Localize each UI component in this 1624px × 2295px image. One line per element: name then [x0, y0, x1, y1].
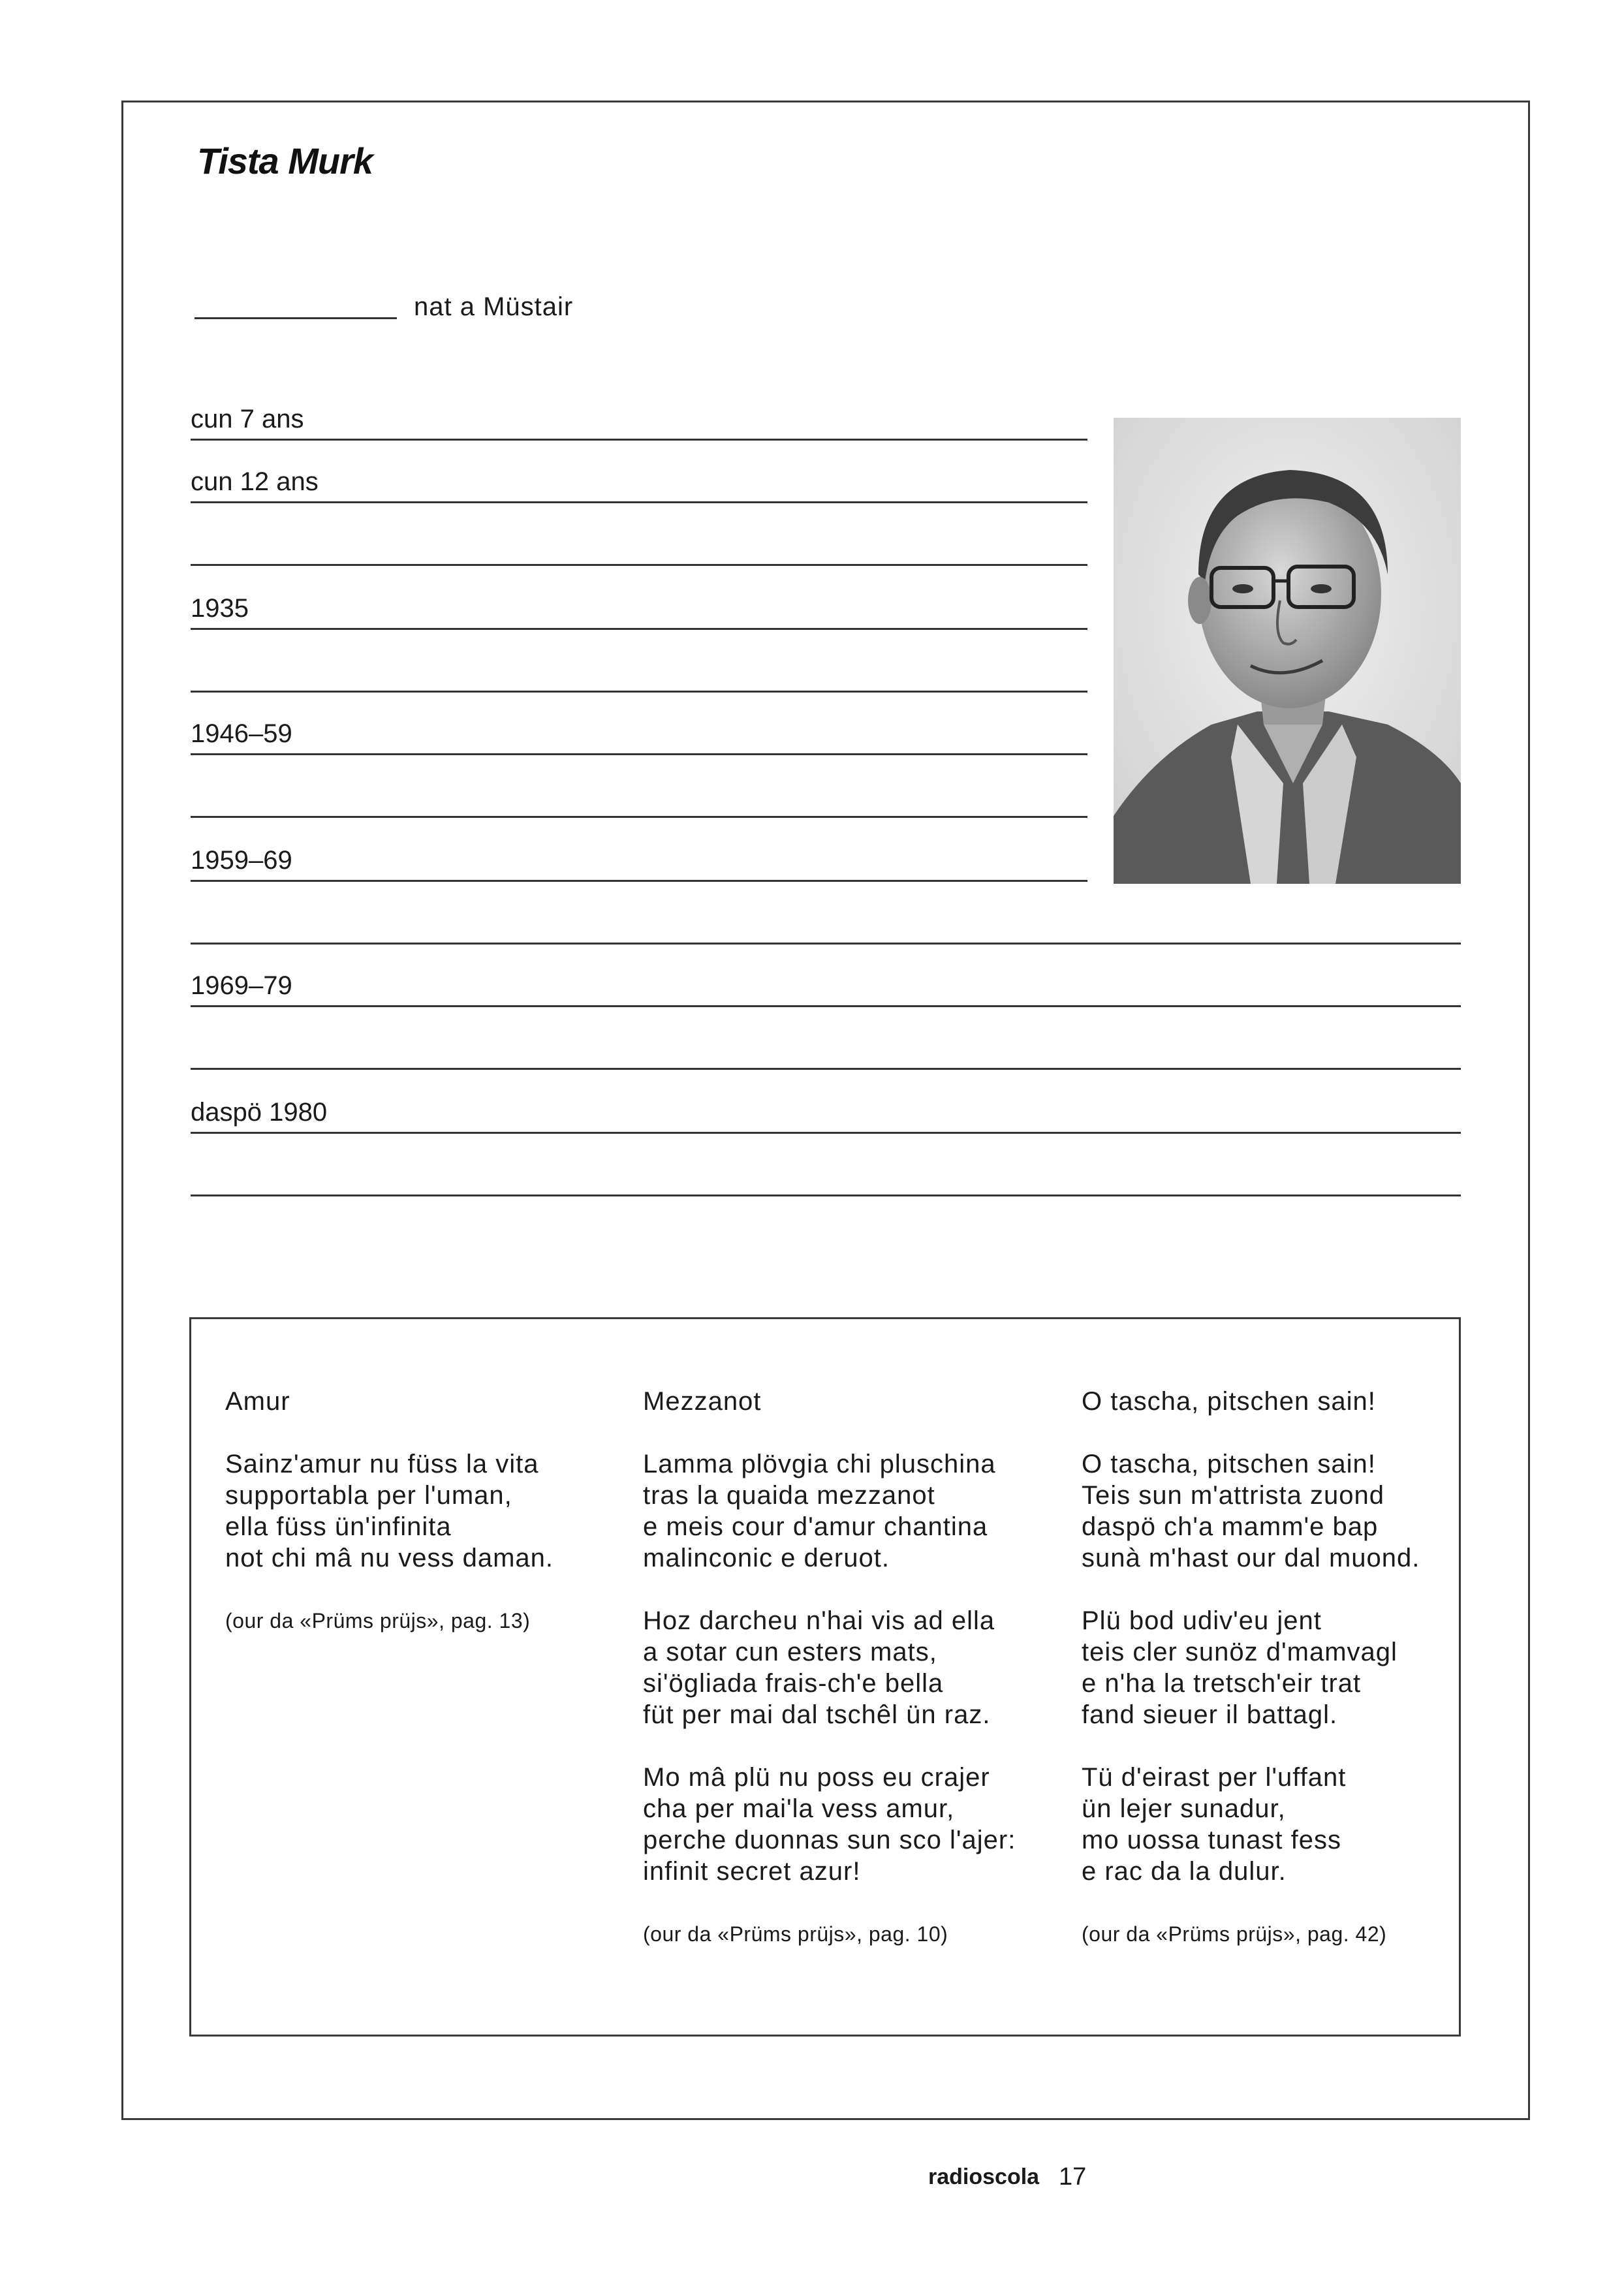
timeline-label: 1935: [191, 594, 249, 623]
timeline-line: [191, 1132, 1461, 1134]
timeline-label: cun 12 ans: [191, 467, 319, 496]
timeline-line: [191, 691, 1087, 693]
poem-column-mezzanot: [643, 1386, 1061, 1950]
timeline-label: cun 7 ans: [191, 405, 304, 433]
poem-title: O tascha, pitschen sain!: [1082, 1387, 1376, 1416]
poem-column-amur: [225, 1386, 610, 1636]
birth-place-text: nat a Müstair: [414, 292, 574, 321]
portrait-photo: [1114, 418, 1461, 884]
page-number: 17: [1059, 2163, 1087, 2191]
timeline-line: [191, 753, 1087, 755]
timeline-line: [191, 1194, 1461, 1196]
poems-box: [189, 1317, 1461, 2037]
poem-stanza: Lamma plövgia chi pluschina tras la quaida mezzanot e meis cour d'amur chantina malinconic e deruot.: [643, 1450, 996, 1572]
poem-title: Mezzanot: [643, 1387, 762, 1416]
poem-title: Amur: [225, 1387, 290, 1416]
birth-date-blank: [195, 317, 397, 319]
poem-stanza: Plü bod udiv'eu jent teis cler sunöz d'mamvagl e n'ha la tretsch'eir trat fand sieuer il battagl.: [1082, 1606, 1398, 1729]
timeline-line: [191, 816, 1087, 818]
poem-column-tascha: [1082, 1386, 1454, 1950]
timeline-line: [191, 501, 1087, 503]
poem-source: (our da «Prüms prüjs», pag. 10): [643, 1922, 948, 1946]
timeline-line: [191, 1068, 1461, 1070]
timeline-line: [191, 943, 1461, 945]
portrait-image: [1114, 418, 1461, 884]
poem-stanza: Hoz darcheu n'hai vis ad ella a sotar cun esters mats, si'ögliada frais-ch'e bella füt per mai dal tschêl ün raz.: [643, 1606, 995, 1729]
poem-stanza: Tü d'eirast per l'uffant ün lejer sunadur, mo uossa tunast fess e rac da la dulur.: [1082, 1763, 1347, 1886]
page-title: Tista Murk: [197, 140, 373, 181]
poem-source: (our da «Prüms prüjs», pag. 42): [1082, 1922, 1387, 1946]
timeline-label: daspö 1980: [191, 1098, 328, 1127]
footer-brand: radioscola: [928, 2164, 1040, 2189]
timeline-label: 1946–59: [191, 719, 292, 748]
timeline-line: [191, 564, 1087, 566]
timeline-line: [191, 1005, 1461, 1007]
poem-source: (our da «Prüms prüjs», pag. 13): [225, 1609, 531, 1632]
poem-stanza: O tascha, pitschen sain! Teis sun m'attrista zuond daspö ch'a mamm'e bap sunà m'hast our dal muond.: [1082, 1450, 1420, 1572]
timeline-line: [191, 628, 1087, 630]
timeline-label: 1969–79: [191, 971, 292, 1000]
poem-stanza: Mo mâ plü nu poss eu crajer cha per mai'la vess amur, perche duonnas sun sco l'ajer: infinit secret azur!: [643, 1763, 1016, 1886]
timeline-line: [191, 880, 1087, 882]
timeline-label: 1959–69: [191, 846, 292, 875]
timeline-line: [191, 439, 1087, 441]
poem-stanza: Sainz'amur nu füss la vita supportabla per l'uman, ella füss ün'infinita not chi mâ nu vess daman.: [225, 1450, 554, 1572]
